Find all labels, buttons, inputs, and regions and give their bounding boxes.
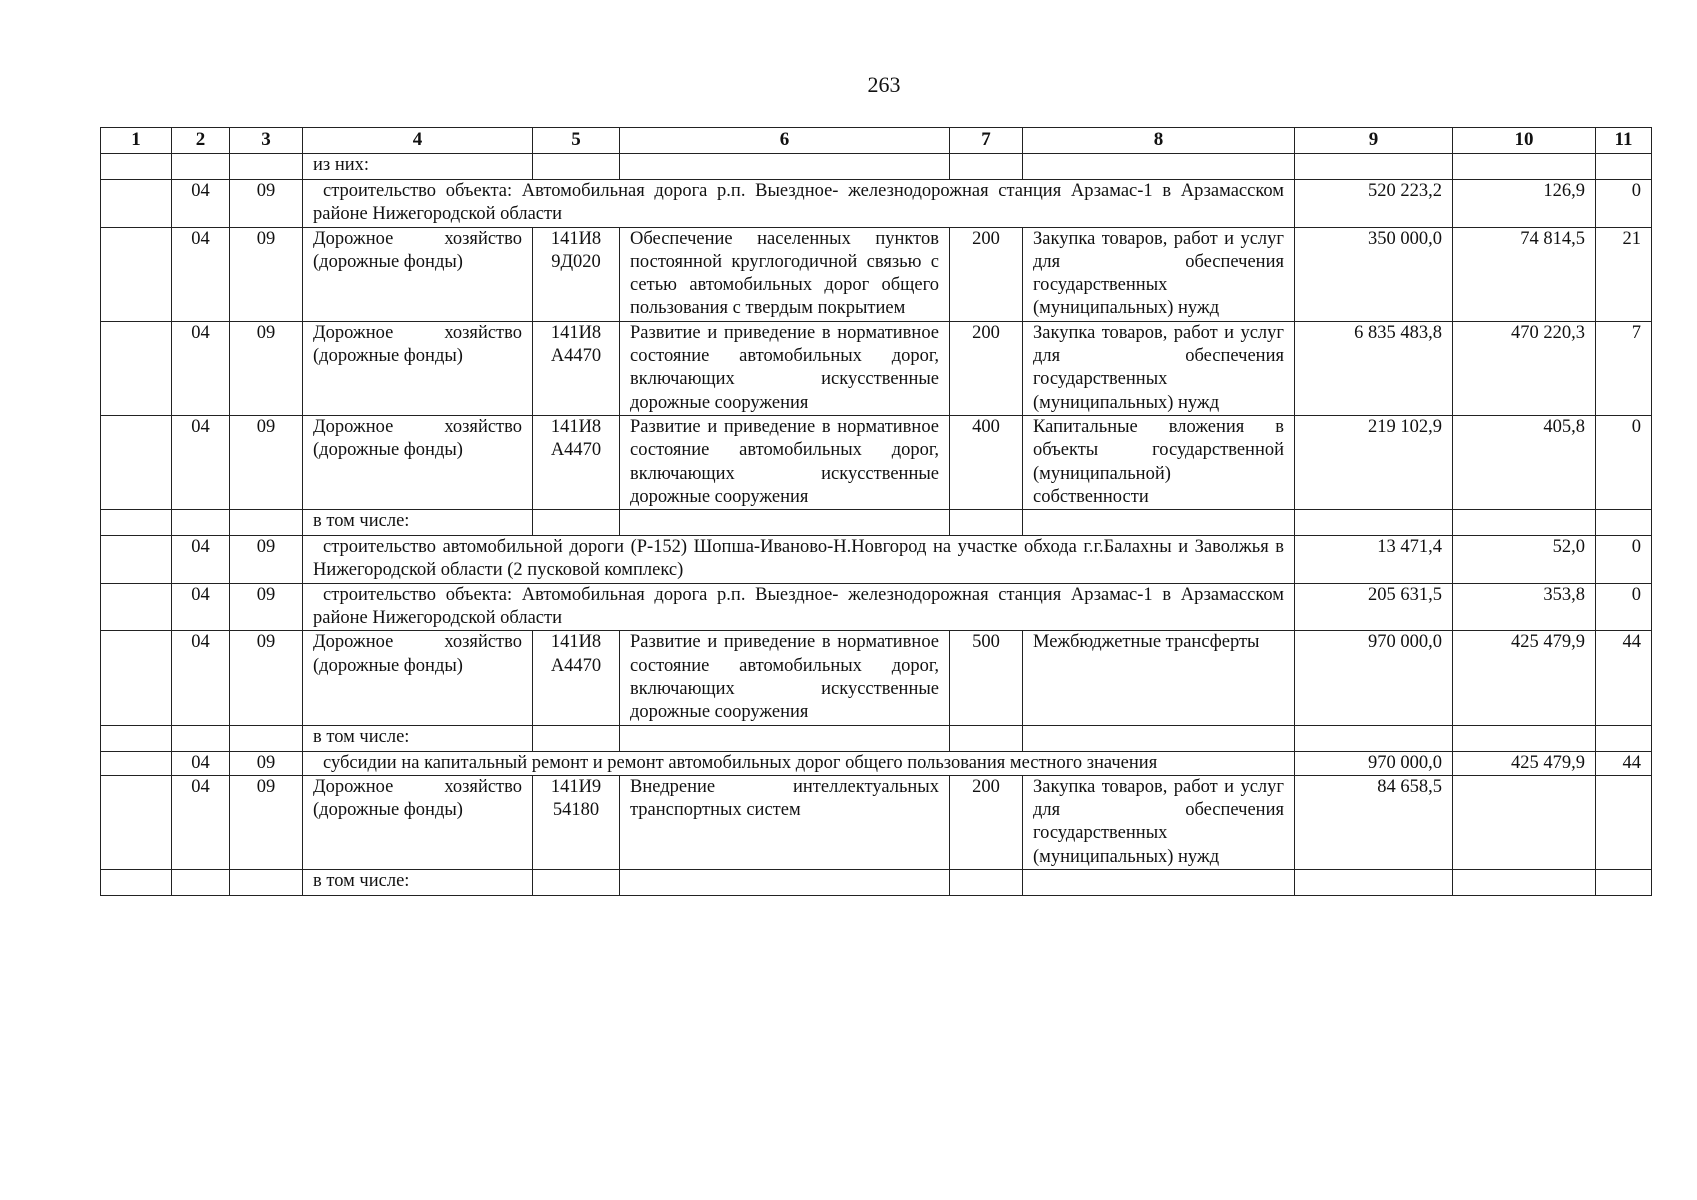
cell-empty <box>1023 510 1295 536</box>
object-description: субсидии на капитальный ремонт и ремонт автомобильных дорог общего пользования местного значения <box>303 751 1295 775</box>
cell-empty <box>1295 510 1453 536</box>
subsection-code: 09 <box>230 227 303 321</box>
amount-executed: 52,0 <box>1453 536 1596 584</box>
cell-empty <box>533 154 620 180</box>
percent-executed: 44 <box>1596 751 1652 775</box>
amount-planned: 205 631,5 <box>1295 583 1453 631</box>
amount-executed: 470 220,3 <box>1453 321 1596 415</box>
expense-type-code: 200 <box>950 321 1023 415</box>
cell-empty <box>172 870 230 896</box>
table-row <box>101 536 1652 584</box>
section-name: Дорожное хозяйство (дорожные фонды) <box>303 775 533 869</box>
amount-planned: 219 102,9 <box>1295 415 1453 509</box>
budget-table <box>100 127 1652 896</box>
amount-planned: 970 000,0 <box>1295 751 1453 775</box>
cell-empty <box>101 775 172 869</box>
column-header-11: 11 <box>1596 128 1652 154</box>
cell-empty <box>950 154 1023 180</box>
expense-type-name: Межбюджетные трансферты <box>1023 631 1295 725</box>
column-header-5: 5 <box>533 128 620 154</box>
subsection-code: 09 <box>230 631 303 725</box>
cell-empty <box>230 725 303 751</box>
cell-empty <box>620 510 950 536</box>
amount-executed: 126,9 <box>1453 180 1596 228</box>
column-header-9: 9 <box>1295 128 1453 154</box>
expense-type-name: Закупка товаров, работ и услуг для обеспечения государственных (муниципальных) нужд <box>1023 321 1295 415</box>
column-number-header <box>101 128 1652 154</box>
expense-type-name: Закупка товаров, работ и услуг для обеспечения государственных (муниципальных) нужд <box>1023 775 1295 869</box>
cell-empty <box>1023 154 1295 180</box>
percent-executed: 0 <box>1596 536 1652 584</box>
cell-empty <box>172 725 230 751</box>
amount-executed: 353,8 <box>1453 583 1596 631</box>
amount-executed: 425 479,9 <box>1453 751 1596 775</box>
row-label: в том числе: <box>303 510 533 536</box>
cell-empty <box>533 725 620 751</box>
percent-executed: 21 <box>1596 227 1652 321</box>
cell-empty <box>101 536 172 584</box>
expense-type-code: 200 <box>950 775 1023 869</box>
percent-executed: 0 <box>1596 583 1652 631</box>
table-row <box>101 775 1652 869</box>
subsection-code: 09 <box>230 751 303 775</box>
column-header-1: 1 <box>101 128 172 154</box>
percent-executed: 44 <box>1596 631 1652 725</box>
table-row <box>101 321 1652 415</box>
amount-executed: 74 814,5 <box>1453 227 1596 321</box>
cell-empty <box>172 154 230 180</box>
cell-empty <box>950 725 1023 751</box>
cell-empty <box>620 870 950 896</box>
subheader-row <box>101 154 1652 180</box>
column-header-8: 8 <box>1023 128 1295 154</box>
column-header-6: 6 <box>620 128 950 154</box>
cell-empty <box>101 751 172 775</box>
section-name: Дорожное хозяйство (дорожные фонды) <box>303 415 533 509</box>
section-code: 04 <box>172 751 230 775</box>
cell-empty <box>101 154 172 180</box>
percent-executed: 0 <box>1596 180 1652 228</box>
section-name: Дорожное хозяйство (дорожные фонды) <box>303 631 533 725</box>
cell-empty <box>101 180 172 228</box>
target-article-name: Развитие и приведение в нормативное состояние автомобильных дорог, включающих искусственные дорожные сооружения <box>620 415 950 509</box>
object-description: строительство автомобильной дороги (Р-152) Шопша-Иваново-Н.Новгород на участке обхода г.г.Балахны и Заволжья в Нижегородской области (2 пусковой комплекс) <box>303 536 1295 584</box>
subsection-code: 09 <box>230 583 303 631</box>
target-article-code: 141И8 9Д020 <box>533 227 620 321</box>
cell-empty <box>1453 725 1596 751</box>
cell-empty <box>1596 154 1652 180</box>
amount-planned: 520 223,2 <box>1295 180 1453 228</box>
amount-planned: 13 471,4 <box>1295 536 1453 584</box>
amount-planned: 350 000,0 <box>1295 227 1453 321</box>
target-article-code: 141И8 А4470 <box>533 321 620 415</box>
cell-empty <box>950 870 1023 896</box>
cell-empty <box>1596 510 1652 536</box>
section-name: Дорожное хозяйство (дорожные фонды) <box>303 227 533 321</box>
cell-empty <box>101 321 172 415</box>
amount-planned: 970 000,0 <box>1295 631 1453 725</box>
subheader-row <box>101 510 1652 536</box>
cell-empty <box>1596 725 1652 751</box>
object-description: строительство объекта: Автомобильная дорога р.п. Выездное- железнодорожная станция Арзамас-1 в Арзамасском районе Нижегородской области <box>303 583 1295 631</box>
cell-empty <box>1453 154 1596 180</box>
cell-empty <box>230 870 303 896</box>
expense-type-code: 500 <box>950 631 1023 725</box>
column-header-2: 2 <box>172 128 230 154</box>
subsection-code: 09 <box>230 180 303 228</box>
expense-type-name: Закупка товаров, работ и услуг для обеспечения государственных (муниципальных) нужд <box>1023 227 1295 321</box>
cell-empty <box>101 631 172 725</box>
amount-planned: 6 835 483,8 <box>1295 321 1453 415</box>
amount-executed: 425 479,9 <box>1453 631 1596 725</box>
cell-empty <box>1295 725 1453 751</box>
cell-empty <box>230 154 303 180</box>
cell-empty <box>620 154 950 180</box>
table-row <box>101 583 1652 631</box>
cell-empty <box>1453 870 1596 896</box>
table-body <box>101 154 1652 896</box>
target-article-name: Развитие и приведение в нормативное состояние автомобильных дорог, включающих искусственные дорожные сооружения <box>620 631 950 725</box>
cell-empty <box>101 415 172 509</box>
section-code: 04 <box>172 415 230 509</box>
target-article-code: 141И8 А4470 <box>533 415 620 509</box>
section-code: 04 <box>172 631 230 725</box>
table-row <box>101 751 1652 775</box>
cell-empty <box>1596 870 1652 896</box>
percent-executed: 7 <box>1596 321 1652 415</box>
target-article-name: Внедрение интеллектуальных транспортных систем <box>620 775 950 869</box>
section-code: 04 <box>172 321 230 415</box>
table-row <box>101 180 1652 228</box>
percent-executed: 0 <box>1596 415 1652 509</box>
cell-empty <box>1295 870 1453 896</box>
subheader-row <box>101 870 1652 896</box>
table-row <box>101 631 1652 725</box>
column-header-3: 3 <box>230 128 303 154</box>
cell-empty <box>950 510 1023 536</box>
table-row <box>101 227 1652 321</box>
amount-executed <box>1453 775 1596 869</box>
section-code: 04 <box>172 775 230 869</box>
cell-empty <box>101 725 172 751</box>
column-header-4: 4 <box>303 128 533 154</box>
subsection-code: 09 <box>230 775 303 869</box>
expense-type-code: 200 <box>950 227 1023 321</box>
expense-type-name: Капитальные вложения в объекты государственной (муниципальной) собственности <box>1023 415 1295 509</box>
cell-empty <box>533 870 620 896</box>
section-code: 04 <box>172 583 230 631</box>
subsection-code: 09 <box>230 321 303 415</box>
cell-empty <box>230 510 303 536</box>
cell-empty <box>620 725 950 751</box>
target-article-code: 141И8 А4470 <box>533 631 620 725</box>
percent-executed <box>1596 775 1652 869</box>
subsection-code: 09 <box>230 415 303 509</box>
amount-executed: 405,8 <box>1453 415 1596 509</box>
cell-empty <box>1023 725 1295 751</box>
column-header-7: 7 <box>950 128 1023 154</box>
amount-planned: 84 658,5 <box>1295 775 1453 869</box>
section-code: 04 <box>172 227 230 321</box>
cell-empty <box>101 227 172 321</box>
object-description: строительство объекта: Автомобильная дорога р.п. Выездное- железнодорожная станция Арзамас-1 в Арзамасском районе Нижегородской области <box>303 180 1295 228</box>
cell-empty <box>101 870 172 896</box>
section-name: Дорожное хозяйство (дорожные фонды) <box>303 321 533 415</box>
target-article-name: Обеспечение населенных пунктов постоянной круглогодичной связью с сетью автомобильных дорог общего пользования с твердым покрытием <box>620 227 950 321</box>
cell-empty <box>1023 870 1295 896</box>
cell-empty <box>533 510 620 536</box>
target-article-name: Развитие и приведение в нормативное состояние автомобильных дорог, включающих искусственные дорожные сооружения <box>620 321 950 415</box>
subheader-row <box>101 725 1652 751</box>
column-header-10: 10 <box>1453 128 1596 154</box>
cell-empty <box>172 510 230 536</box>
row-label: в том числе: <box>303 725 533 751</box>
table-row <box>101 415 1652 509</box>
row-label: в том числе: <box>303 870 533 896</box>
page-number: 263 <box>867 72 901 97</box>
cell-empty <box>101 510 172 536</box>
cell-empty <box>1295 154 1453 180</box>
cell-empty <box>101 583 172 631</box>
section-code: 04 <box>172 536 230 584</box>
subsection-code: 09 <box>230 536 303 584</box>
expense-type-code: 400 <box>950 415 1023 509</box>
section-code: 04 <box>172 180 230 228</box>
row-label: из них: <box>303 154 533 180</box>
cell-empty <box>1453 510 1596 536</box>
target-article-code: 141И9 54180 <box>533 775 620 869</box>
